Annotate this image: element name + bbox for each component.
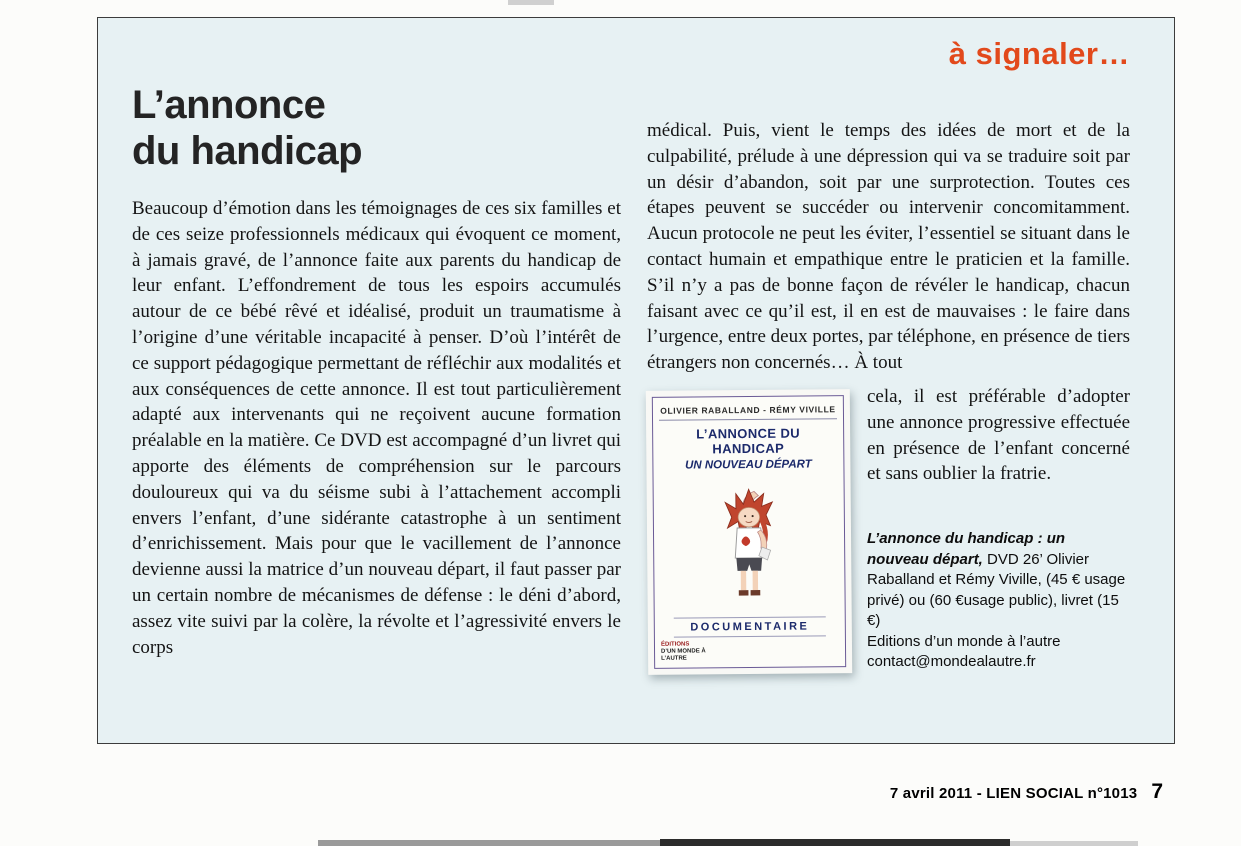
- scan-artifact-top: [508, 0, 554, 5]
- publisher-logo-line1: ÉDITIONS: [660, 641, 690, 648]
- caption-contact-email: contact@mondealautre.fr: [867, 653, 1036, 671]
- scan-artifact-bottom-3: [1010, 841, 1138, 846]
- dvd-cover: [652, 395, 846, 669]
- article-title-line2: du handicap: [132, 129, 363, 173]
- dvd-genre-label: DOCUMENTAIRE: [674, 616, 825, 637]
- scan-artifact-bottom-2: [660, 839, 1010, 846]
- caption-title: L’annonce du handicap : un nouveau départ,: [867, 530, 1066, 568]
- footer-journal-info: 7 avril 2011 - LIEN SOCIAL n°1013: [889, 785, 1138, 802]
- right-column: [647, 18, 1130, 678]
- left-column: [132, 18, 621, 678]
- dvd-section: [647, 384, 1130, 673]
- left-column-text: Beaucoup d’émotion dans les témoignages de ces six familles et de ces seize professionnels médicaux qui évoquent ce moment, à jamais gravé, de l’annonce faite aux parents du handicap de leur enfant. L’effondrement de tous les espoirs accumulés autour de ce bébé rêvé et idéalisé, produit un traumatisme à l’origine d’une véritable incapacité à penser. D’où l’intérêt de ce support pédagogique permettant de réfléchir aux modalités et aux conséquences de cette annonce. Il est tout particulièrement adapté aux intervenants qui ne reçoivent aucune formation préalable en la matière. Ce DVD est accompagné d’un livret qui apporte des éléments de compréhension sur le parcours douloureux qui va du séisme subi à l’attachement accompli envers l’enfant, d’une sidérante catastrophe à un sentiment d’enrichissement. Mais pour que le vacillement de l’annonce devienne aussi la matrice d’un nouveau départ, il faut passer par un certain nombre de mécanismes de défense : le déni d’abord, assez vite suivi par la colère, la révolte et l’agressivité envers le corps: [132, 198, 621, 658]
- dvd-subtitle: UN NOUVEAU DÉPART: [684, 458, 812, 472]
- dvd-authors: OLIVIER RABALLAND - RÉMY VIVILLE: [659, 404, 837, 421]
- article-title: [132, 82, 621, 174]
- right-column-text-part1: médical. Puis, vient le temps des idées de mort et de la culpabilité, prélude à une dépression qui va se traduire soit par un désir d’abandon, soit par une surprotection. Toutes ces étapes peuvent se succéder ou intervenir concomitamment. Aucun protocole ne peut les éviter, l’essentiel se situant dans le contact humain et empathique entre le praticien et la famille. S’il n’y a pas de bonne façon de révéler le handicap, chacun faisant avec ce qu’il est, il en est de mauvaises : le faire dans l’urgence, entre deux portes, par téléphone, en présence de tiers étrangers non concernés… À tout: [647, 120, 1130, 374]
- page-footer: [890, 780, 1163, 804]
- right-column-text-part2: cela, il est préférable d’adopter une annonce progressive effectuée en présence de l’enfant concerné et sans oublier la fratrie.: [867, 385, 1130, 485]
- section-header: à signaler…: [948, 36, 1130, 71]
- article-box: [97, 17, 1175, 744]
- caption-publisher: Editions d’un monde à l’autre: [867, 632, 1061, 650]
- dvd-title: L’ANNONCE DU HANDICAP: [696, 425, 801, 457]
- article-columns: [132, 18, 1130, 678]
- article-title-line1: L’annonce: [132, 83, 326, 127]
- child-illustration: [659, 470, 838, 618]
- publisher-logo: [661, 641, 713, 662]
- footer-page-number: 7: [1151, 780, 1163, 803]
- dvd-cover-photo: [646, 389, 852, 675]
- scan-artifact-bottom-1: [318, 840, 660, 846]
- publisher-logo-rest: D’UN MONDE À L’AUTRE: [661, 648, 706, 662]
- caption-details: DVD 26’ Olivier Raballand et Rémy Viville, (45 € usage privé) ou (60 €usage public), livret (15 €): [867, 550, 1126, 630]
